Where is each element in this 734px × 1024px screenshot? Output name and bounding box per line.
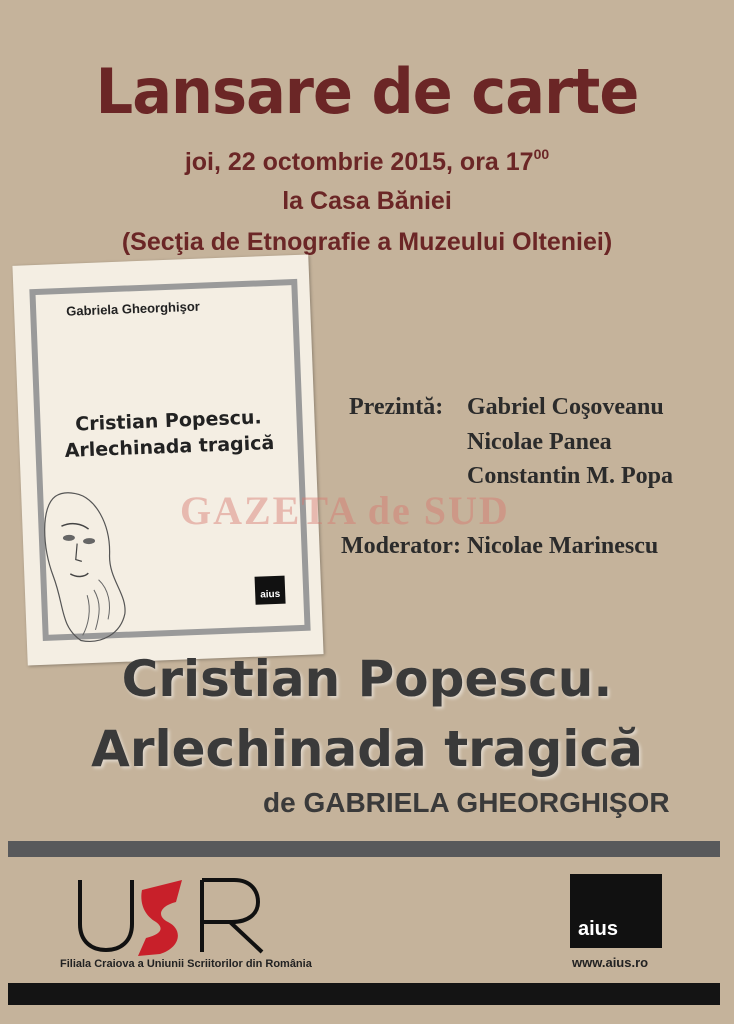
presenter-name: Constantin M. Popa [467,463,674,489]
presenter-name: Nicolae Panea [467,429,612,455]
portrait-drawing-icon [35,484,131,647]
event-date-text: joi, 22 octombrie 2015, ora 17 [184,148,534,176]
aius-logo-text: aius [578,918,619,940]
book-author-byline: de GABRIELA GHEORGHIŞOR [263,787,670,818]
aius-url-link[interactable]: www.aius.ro [572,955,649,970]
event-title: Lansare de carte [95,55,639,128]
event-section: (Secţia de Etnografie a Muzeului Olteniei) [121,228,613,256]
cover-aius-logo: aius [255,576,286,605]
presenter-name: Gabriel Coşoveanu [467,394,664,420]
watermark: GAZETA de SUD [180,488,510,533]
cover-title [48,403,290,464]
presenters-label: Prezintă: [349,394,444,420]
book-cover-image [12,254,323,665]
event-time-minutes: 00 [533,146,550,162]
cover-title-line1: Cristian Popescu. [74,406,263,436]
event-date [0,148,734,177]
book-title-line2: Arlechinada tragică [91,720,643,778]
divider-bar [8,841,720,857]
aius-logo [570,874,662,948]
usr-caption: Filiala Craiova a Uniunii Scriitorilor din România [60,958,312,970]
event-venue: la Casa Băniei [282,187,452,215]
footer-bar [8,983,720,1005]
cover-author: Gabriela Gheorghişor [65,298,201,319]
cover-title-line2: Arlechinada tragică [64,431,275,462]
moderator: Moderator: Nicolae Marinescu [341,533,659,559]
usr-logo-icon [72,872,272,956]
book-title-line1: Cristian Popescu. [121,650,613,708]
